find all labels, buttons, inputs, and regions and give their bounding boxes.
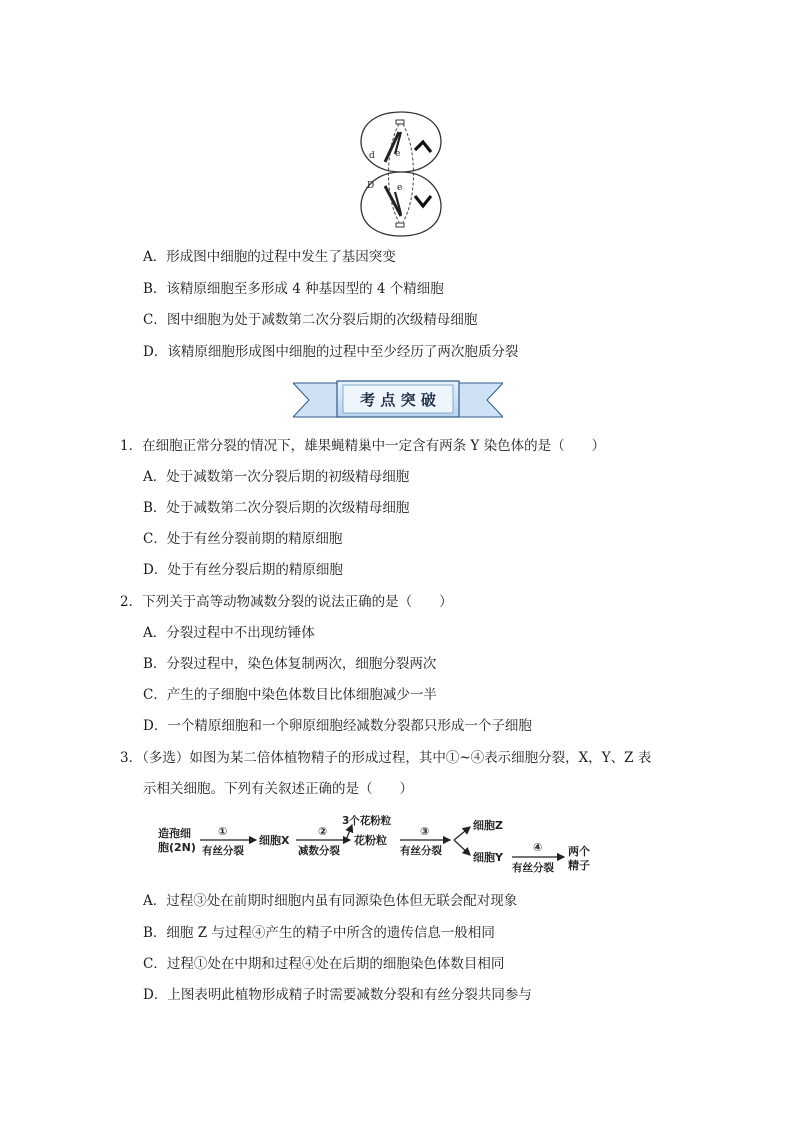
gene-label-D: D (367, 181, 375, 191)
flow-step3-label: 有丝分裂 (400, 845, 442, 857)
flow-step2-label: 减数分裂 (298, 845, 340, 857)
cell-division-figure (355, 110, 447, 238)
flow-end-line1: 两个 (568, 845, 590, 858)
flow-pollen: 花粉粒 (354, 834, 387, 847)
flow-arrow-y (454, 840, 470, 855)
flow-cell-x: 细胞X (259, 834, 290, 847)
question-1-option-a: A．处于减数第一次分裂后期的初级精母细胞 (143, 469, 410, 485)
flow-arrow-pollen3 (346, 825, 352, 840)
question-2-option-c: C．产生的子细胞中染色体数目比体细胞减少一半 (143, 687, 437, 703)
cell-outline (361, 112, 441, 236)
banner-text: 考 点 突 破 (360, 391, 436, 409)
question-3-stem-line1: 3．（多选）如图为某二倍体植物精子的形成过程，其中①~④表示细胞分裂，X，Y、Z 表 (120, 750, 652, 766)
flow-step4-num: ④ (533, 841, 543, 854)
question-1-stem: 1．在细胞正常分裂的情况下，雄果蝇精巢中一定含有两条 Y 染色体的是（ ） (120, 438, 606, 454)
chromosome-v-upper (415, 142, 431, 152)
question-3-option-c: C．过程①处在中期和过程④处在后期的细胞染色体数目相同 (143, 956, 505, 972)
question-3-option-a: A．过程③处在前期时细胞内虽有同源染色体但无联会配对现象 (143, 893, 518, 909)
flow-start-line1: 造孢细 (158, 827, 191, 840)
flow-cell-y: 细胞Y (473, 851, 503, 864)
banner-ribbon-left (293, 383, 341, 417)
option-top-c: C．图中细胞为处于减数第二次分裂后期的次级精母细胞 (143, 312, 478, 328)
question-1-option-c: C．处于有丝分裂前期的精原细胞 (143, 531, 343, 547)
question-2-option-b: B．分裂过程中，染色体复制两次，细胞分裂两次 (143, 656, 437, 672)
question-2-option-a: A．分裂过程中不出现纺锤体 (143, 625, 315, 641)
question-3-stem-line2: 示相关细胞。下列有关叙述正确的是（ ） (143, 781, 413, 797)
option-top-a: A．形成图中细胞的过程中发生了基因突变 (143, 249, 396, 265)
flow-step1-label: 有丝分裂 (202, 845, 244, 857)
gene-label-e-top: e (395, 149, 401, 159)
banner-ribbon-right (455, 383, 503, 417)
flow-step3-num: ③ (420, 825, 430, 838)
flow-cell-z: 细胞Z (473, 819, 503, 832)
flow-step1-num: ① (218, 825, 228, 838)
question-3-option-d: D．上图表明此植物形成精子时需要减数分裂和有丝分裂共同参与 (143, 987, 532, 1003)
gene-label-d: d (369, 151, 375, 161)
pollen-formation-flow (158, 813, 598, 879)
gene-label-e-bottom: e (397, 183, 403, 193)
question-2-stem: 2．下列关于高等动物减数分裂的说法正确的是（ ） (120, 594, 453, 610)
option-top-b: B．该精原细胞至多形成 4 种基因型的 4 个精细胞 (143, 281, 444, 297)
flow-end-line2: 精子 (568, 859, 590, 872)
question-3-option-b: B．细胞 Z 与过程④产生的精子中所含的遗传信息一般相同 (143, 925, 495, 941)
question-1-option-d: D．处于有丝分裂后期的精原细胞 (143, 562, 343, 578)
centriole-bottom (396, 223, 404, 227)
chromosome-v-lower (415, 196, 431, 206)
flow-step4-label: 有丝分裂 (512, 862, 554, 874)
flow-arrow-z (454, 827, 470, 840)
flow-step2-num: ② (318, 825, 328, 838)
section-banner (293, 379, 503, 421)
question-2-option-d: D．一个精原细胞和一个卵原细胞经减数分裂都只形成一个子细胞 (143, 718, 532, 734)
option-top-d: D．该精原细胞形成图中细胞的过程中至少经历了两次胞质分裂 (143, 344, 519, 360)
flow-pollen3: 3个花粉粒 (342, 815, 392, 827)
question-1-option-b: B．处于减数第二次分裂后期的次级精母细胞 (143, 500, 410, 516)
centriole-top (396, 120, 404, 124)
flow-start-line2: 胞(2N) (158, 841, 196, 854)
